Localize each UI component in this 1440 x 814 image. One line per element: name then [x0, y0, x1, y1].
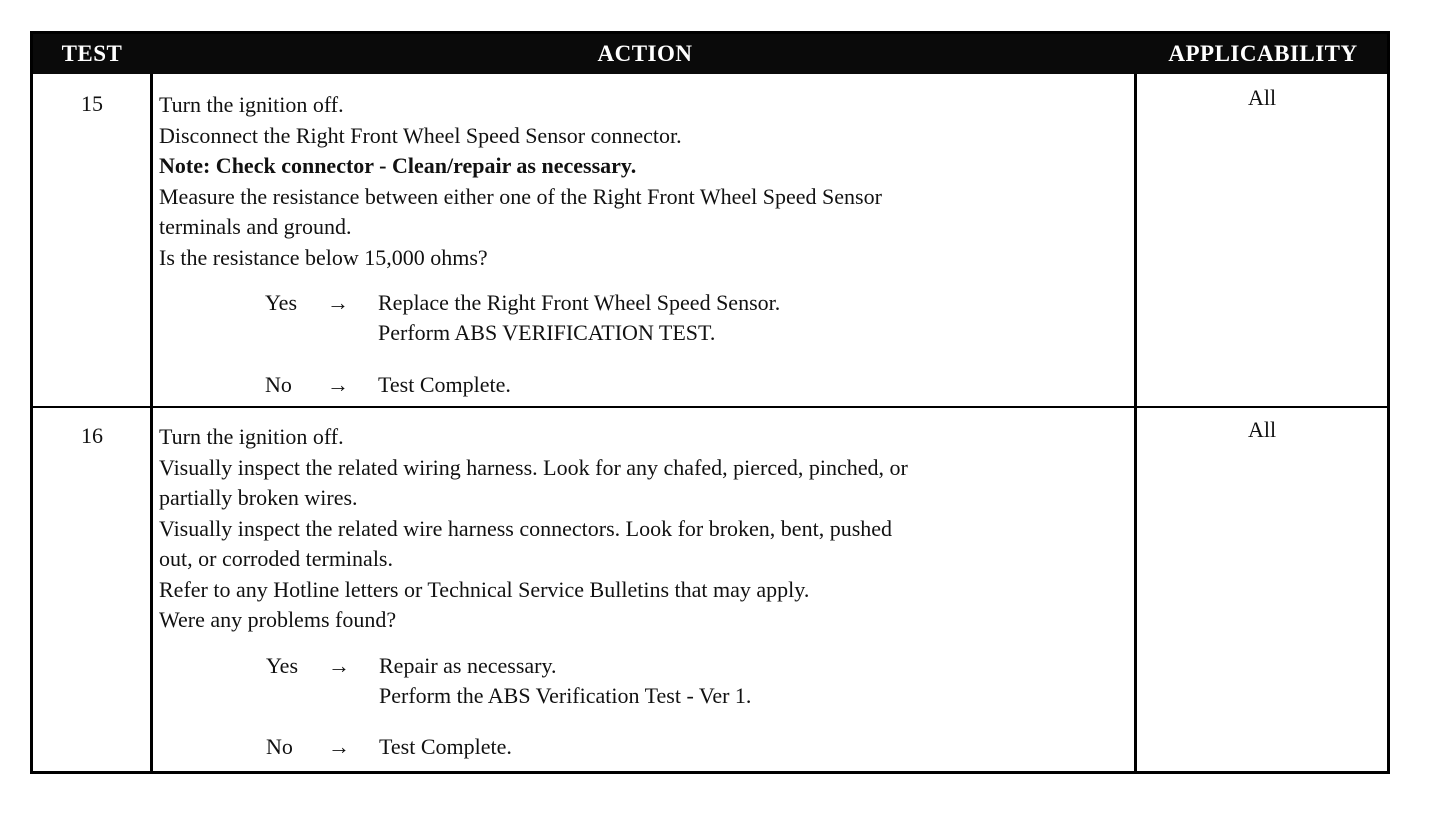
instruction-line: Turn the ignition off.	[159, 92, 344, 117]
header-action: ACTION	[597, 41, 693, 66]
instruction-line: Measure the resistance between either one of the Right Front Wheel Speed Sensor	[159, 183, 882, 209]
yes-action-line: Repair as necessary.	[379, 653, 557, 678]
arrow-right-icon: →	[328, 734, 350, 759]
arrow-right-icon: →	[328, 653, 350, 678]
question-line: Were any problems found?	[159, 607, 397, 632]
test-number: 16	[81, 423, 103, 448]
no-action-line: Test Complete.	[378, 372, 511, 397]
row-divider	[33, 406, 1387, 408]
header-test: TEST	[61, 41, 123, 66]
instruction-line: Turn the ignition off.	[159, 424, 344, 449]
yes-label: Yes	[265, 290, 298, 315]
yes-action-line: Replace the Right Front Wheel Speed Sensor.	[378, 290, 781, 315]
test-number: 15	[81, 91, 103, 116]
action-instructions	[159, 422, 908, 636]
no-label: No	[266, 734, 293, 759]
arrow-right-icon: →	[327, 290, 349, 315]
instruction-line: partially broken wires.	[159, 485, 358, 510]
header-applicability: APPLICABILITY	[1168, 41, 1358, 66]
no-answer	[265, 370, 1065, 400]
instruction-line: Refer to any Hotline letters or Technical Service Bulletins that may apply.	[159, 576, 810, 602]
test-table	[30, 31, 1390, 774]
action-instructions	[159, 90, 882, 273]
instruction-line: out, or corroded terminals.	[159, 546, 393, 571]
note-line: Note: Check connector - Clean/repair as necessary.	[159, 153, 637, 178]
yes-action-line: Perform ABS VERIFICATION TEST.	[378, 320, 716, 345]
instruction-line: Visually inspect the related wiring harness. Look for any chafed, pierced, pinched, or	[159, 454, 908, 480]
no-label: No	[265, 372, 292, 397]
arrow-right-icon: →	[327, 372, 349, 397]
instruction-line: terminals and ground.	[159, 214, 352, 239]
no-action-line: Test Complete.	[379, 734, 512, 759]
instruction-line: Disconnect the Right Front Wheel Speed Sensor connector.	[159, 122, 682, 148]
no-answer	[266, 732, 1066, 762]
applicability-value: All	[1247, 417, 1277, 442]
yes-action-line: Perform the ABS Verification Test - Ver 1.	[379, 683, 752, 708]
question-line: Is the resistance below 15,000 ohms?	[159, 244, 488, 270]
yes-label: Yes	[266, 653, 299, 678]
instruction-line: Visually inspect the related wire harness connectors. Look for broken, bent, pushed	[159, 515, 893, 541]
yes-answer	[266, 651, 1066, 711]
table-header	[33, 34, 1387, 74]
applicability-value: All	[1247, 85, 1277, 110]
yes-answer	[265, 288, 1065, 348]
